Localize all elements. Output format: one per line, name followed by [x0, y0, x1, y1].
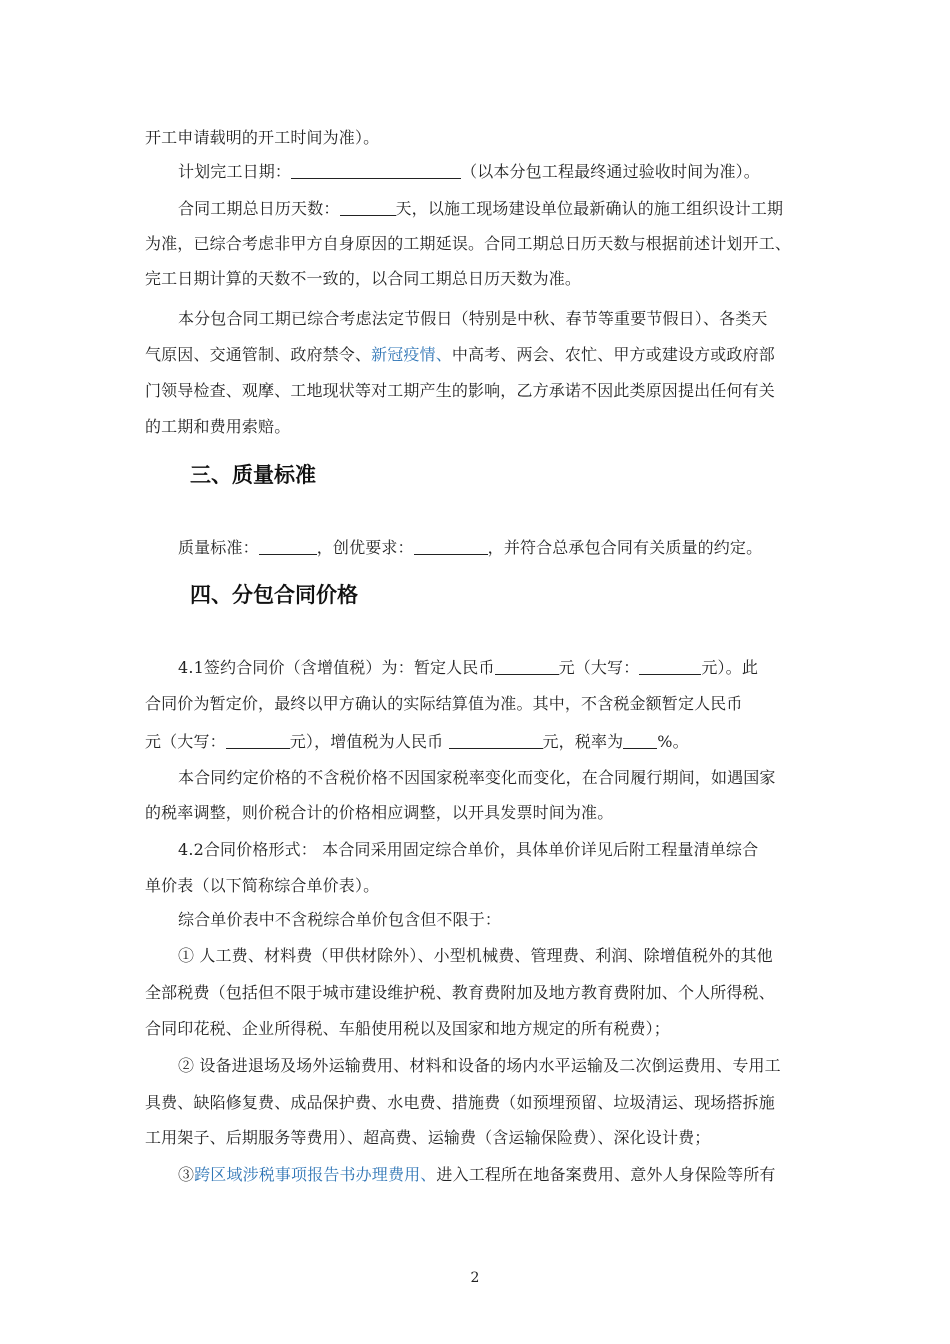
paragraph-line: 综合单价表中不含税综合单价包含但不限于： — [178, 910, 502, 929]
tax-rate-blank — [623, 732, 657, 749]
paragraph-line: 合同价为暂定价，最终以甲方确认的实际结算值为准。其中，不含税金额暂定人民币 — [145, 694, 743, 713]
highlighted-text: 新冠疫情、 — [371, 345, 452, 364]
paragraph-line: 全部税费（包括但不限于城市建设维护税、教育费附加及地方教育费附加、个人所得税、 — [145, 983, 775, 1002]
price-uppercase-blank — [639, 658, 701, 675]
paragraph-line: 4.2合同价格形式： 本合同采用固定综合单价，具体单价详见后附工程量清单综合 — [178, 840, 759, 859]
list-item: ③跨区域涉税事项报告书办理费用、进入工程所在地备案费用、意外人身保险等所有 — [178, 1165, 776, 1184]
page-number: 2 — [470, 1270, 480, 1286]
price-amount-blank — [495, 658, 559, 675]
section-heading-quality: 三、质量标准 — [190, 463, 316, 487]
tax-line: 元（大写： 元），增值税为人民币 元，税率为 %。 — [145, 732, 689, 751]
quality-standard-blank — [259, 538, 317, 555]
paragraph-line: 的工期和费用索赔。 — [145, 417, 291, 436]
list-item: ① 人工费、材料费（甲供材除外）、小型机械费、管理费、利润、除增值税外的其他 — [178, 946, 773, 965]
planned-completion-date-line: 计划完工日期： （以本分包工程最终通过验收时间为准）。 — [178, 162, 760, 181]
paragraph-line: 气原因、交通管制、政府禁令、新冠疫情、中高考、两会、农忙、甲方或建设方或政府部 — [145, 345, 775, 364]
contract-price-line: 4.1签约合同价（含增值税）为：暂定人民币 元（大写： 元）。此 — [178, 658, 758, 677]
list-item: ② 设备进退场及场外运输费用、材料和设备的场内水平运输及二次倒运费用、专用工 — [178, 1056, 781, 1075]
paragraph-line: 的税率调整，则价税合计的价格相应调整，以开具发票时间为准。 — [145, 803, 614, 822]
total-calendar-days-line: 合同工期总日历天数： 天，以施工现场建设单位最新确认的施工组织设计工期 — [178, 199, 784, 218]
paragraph-line: 本合同约定价格的不含税价格不因国家税率变化而变化，在合同履行期间，如遇国家 — [178, 768, 776, 787]
paragraph-line: 门领导检查、观摩、工地现状等对工期产生的影响，乙方承诺不因此类原因提出任何有关 — [145, 381, 775, 400]
paragraph-line: 工用架子、后期服务等费用）、超高费、运输费（含运输保险费）、深化设计费； — [145, 1128, 711, 1147]
paragraph-line: 为准，已综合考虑非甲方自身原因的工期延误。合同工期总日历天数与根据前述计划开工、 — [145, 234, 792, 253]
paragraph-line: 本分包合同工期已综合考虑法定节假日（特别是中秋、春节等重要节假日）、各类天 — [178, 309, 768, 328]
vat-amount-blank — [449, 732, 543, 749]
excellence-requirement-blank — [414, 538, 488, 555]
section-heading-price: 四、分包合同价格 — [190, 583, 358, 607]
paragraph-line: 完工日期计算的天数不一致的，以合同工期总日历天数为准。 — [145, 269, 582, 288]
paragraph-line: 具费、缺陷修复费、成品保护费、水电费、措施费（如预埋预留、垃圾清运、现场搭拆施 — [145, 1093, 775, 1112]
paragraph-line: 单价表（以下简称综合单价表）。 — [145, 876, 380, 895]
highlighted-text: 跨区域涉税事项报告书办理费用、 — [194, 1165, 437, 1184]
paragraph-line: 开工申请载明的开工时间为准）。 — [145, 128, 380, 147]
quality-standard-line: 质量标准： ，创优要求： ，并符合总承包合同有关质量的约定。 — [178, 538, 763, 557]
completion-date-blank — [291, 162, 461, 179]
paragraph-line: 合同印花税、企业所得税、车船使用税以及国家和地方规定的所有税费）； — [145, 1019, 670, 1038]
days-blank — [340, 199, 396, 216]
tax-excluded-uppercase-blank — [226, 732, 290, 749]
